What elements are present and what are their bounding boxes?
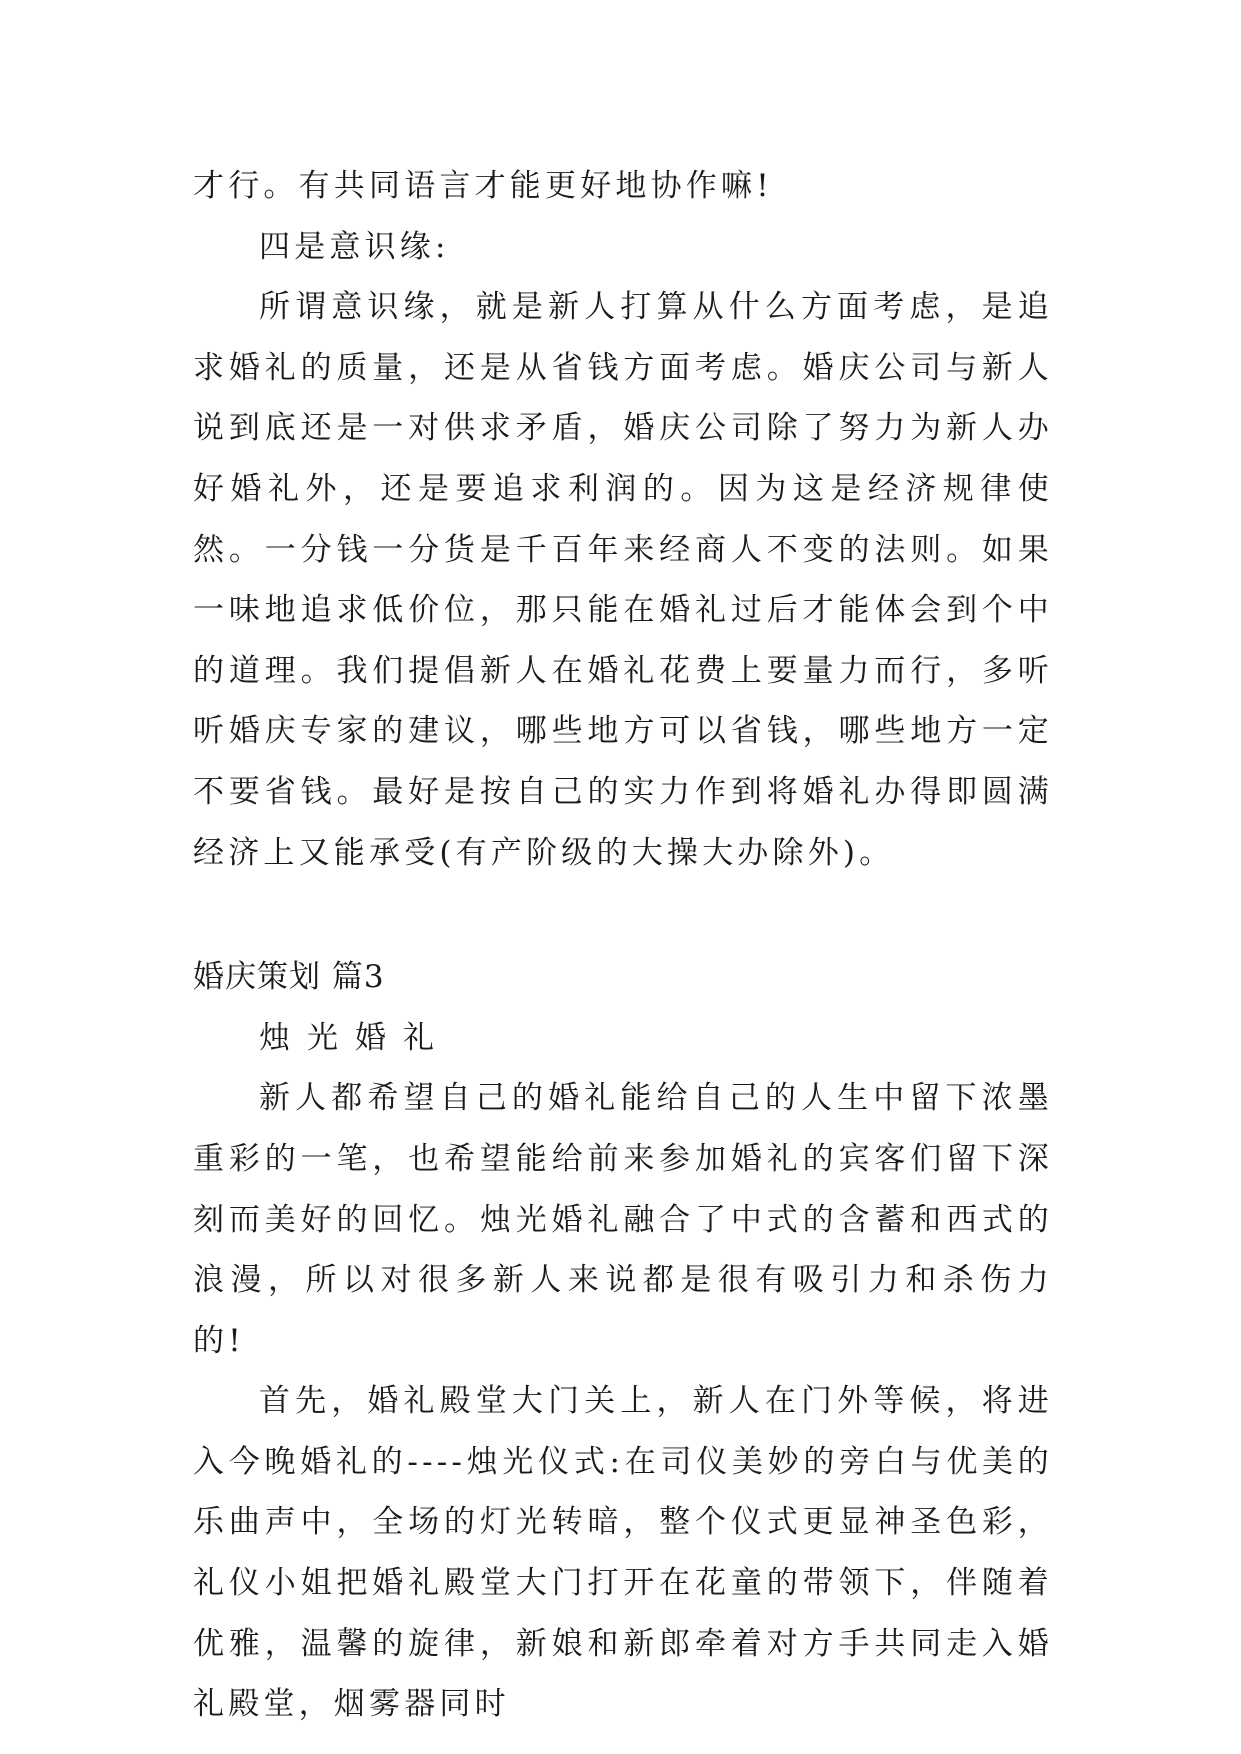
body-paragraph: 新人都希望自己的婚礼能给自己的人生中留下浓墨重彩的一笔，也希望能给前来参加婚礼的宾客们留下深刻而美好的回忆。烛光婚礼融合了中式的含蓄和西式的浪漫，所以对很多新人来说都是很有吸引力和杀伤力的! — [193, 1080, 1053, 1359]
continuation-text: 才行。有共同语言才能更好地协作嘛! — [193, 168, 773, 204]
document-body — [193, 156, 1053, 1735]
section-subtitle: 烛光婚礼 — [259, 1019, 451, 1056]
body-paragraph: 所谓意识缘，就是新人打算从什么方面考虑，是追求婚礼的质量，还是从省钱方面考虑。婚庆公司与新人说到底还是一对供求矛盾，婚庆公司除了努力为新人办好婚礼外，还是要追求利润的。因为这是经济规律使然。一分钱一分货是千百年来经商人不变的法则。如果一味地追求低价位，那只能在婚礼过后才能体会到个中的道理。我们提倡新人在婚礼花费上要量力而行，多听听婚庆专家的建议，哪些地方可以省钱，哪些地方一定不要省钱。最好是按自己的实力作到将婚礼办得即圆满经济上又能承受(有产阶级的大操大办除外)。 — [193, 289, 1053, 871]
section-title: 婚庆策划 篇3 — [193, 959, 385, 996]
point-heading: 四是意识缘: — [259, 228, 450, 265]
section-gap — [193, 883, 1053, 947]
body-paragraph: 首先，婚礼殿堂大门关上，新人在门外等候，将进入今晚婚礼的----烛光仪式:在司仪美妙的旁白与优美的乐曲声中，全场的灯光转暗，整个仪式更显神圣色彩，礼仪小姐把婚礼殿堂大门打开在花童的带领下，伴随着优雅，温馨的旋律，新娘和新郎牵着对方手共同走入婚礼殿堂，烟雾器同时 — [193, 1383, 1053, 1723]
